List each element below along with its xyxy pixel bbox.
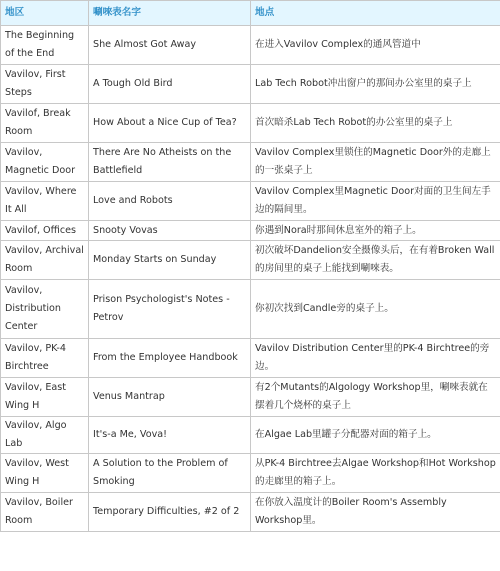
cell-name: A Tough Old Bird — [89, 65, 251, 104]
cell-region: Vavilov, West Wing H — [1, 454, 89, 493]
cell-name: Love and Robots — [89, 182, 251, 221]
table-row — [1, 454, 500, 493]
cell-region: Vavilov, Boiler Room — [1, 493, 89, 532]
cell-name: Monday Starts on Sunday — [89, 241, 251, 280]
cell-region: Vavilov, Where It All — [1, 182, 89, 221]
table-row — [1, 26, 500, 65]
cell-location: 有2个Mutants的Algology Workshop里，唰唻表就在摆着几个烧杯的桌子上 — [251, 378, 500, 417]
table-row — [1, 493, 500, 532]
cell-name: Venus Mantrap — [89, 378, 251, 417]
cell-region: The Beginning of the End — [1, 26, 89, 65]
table-row — [1, 182, 500, 221]
cell-location: 在你放入温度计的Boiler Room's Assembly Workshop里。 — [251, 493, 500, 532]
cell-region: Vavilov, First Steps — [1, 65, 89, 104]
cell-region: Vavilof, Offices — [1, 221, 89, 241]
cell-location: Vavilov Complex里Magnetic Door对面的卫生间左手边的隔间里。 — [251, 182, 500, 221]
cell-name: From the Employee Handbook — [89, 339, 251, 378]
cell-region: Vavilov, East Wing H — [1, 378, 89, 417]
table-row — [1, 143, 500, 182]
cell-location: 你初次找到Candle旁的桌子上。 — [251, 280, 500, 339]
table-row — [1, 417, 500, 454]
cell-location: 初次破坏Dandelion安全摄像头后，在有着Broken Wall的房间里的桌子上能找到唰唻表。 — [251, 241, 500, 280]
cell-region: Vavilov, Algo Lab — [1, 417, 89, 454]
cell-location: 从PK-4 Birchtree去Algae Workshop和Hot Workshop的走廊里的箱子上。 — [251, 454, 500, 493]
column-header-name: 唰唻表名字 — [89, 1, 251, 26]
table-row — [1, 241, 500, 280]
cell-location: Vavilov Distribution Center里的PK-4 Birchtree的旁边。 — [251, 339, 500, 378]
cell-location: 在进入Vavilov Complex的通风管道中 — [251, 26, 500, 65]
table-row — [1, 221, 500, 241]
cell-location: Lab Tech Robot冲出窗户的那间办公室里的桌子上 — [251, 65, 500, 104]
column-header-region: 地区 — [1, 1, 89, 26]
cell-name: She Almost Got Away — [89, 26, 251, 65]
cell-region: Vavilof, Break Room — [1, 104, 89, 143]
column-header-location: 地点 — [251, 1, 500, 26]
cell-name: Temporary Difficulties, #2 of 2 — [89, 493, 251, 532]
table-row — [1, 378, 500, 417]
cell-location: Vavilov Complex里锁住的Magnetic Door外的走廊上的一张桌子上 — [251, 143, 500, 182]
table-header-row — [1, 1, 500, 26]
cell-location: 首次暗杀Lab Tech Robot的办公室里的桌子上 — [251, 104, 500, 143]
cell-location: 你遇到Nora时那间休息室外的箱子上。 — [251, 221, 500, 241]
cell-region: Vavilov, Magnetic Door — [1, 143, 89, 182]
table-row — [1, 104, 500, 143]
cell-name: Snooty Vovas — [89, 221, 251, 241]
table-row — [1, 280, 500, 339]
cell-name: How About a Nice Cup of Tea? — [89, 104, 251, 143]
cell-name: It's-a Me, Vova! — [89, 417, 251, 454]
cell-region: Vavilov, Archival Room — [1, 241, 89, 280]
table-row — [1, 65, 500, 104]
cell-location: 在Algae Lab里罐子分配器对面的箱子上。 — [251, 417, 500, 454]
cell-name: There Are No Atheists on the Battlefield — [89, 143, 251, 182]
table-row — [1, 339, 500, 378]
cell-region: Vavilov, Distribution Center — [1, 280, 89, 339]
cell-region: Vavilov, PK-4 Birchtree — [1, 339, 89, 378]
cell-name: A Solution to the Problem of Smoking — [89, 454, 251, 493]
cell-name: Prison Psychologist's Notes - Petrov — [89, 280, 251, 339]
